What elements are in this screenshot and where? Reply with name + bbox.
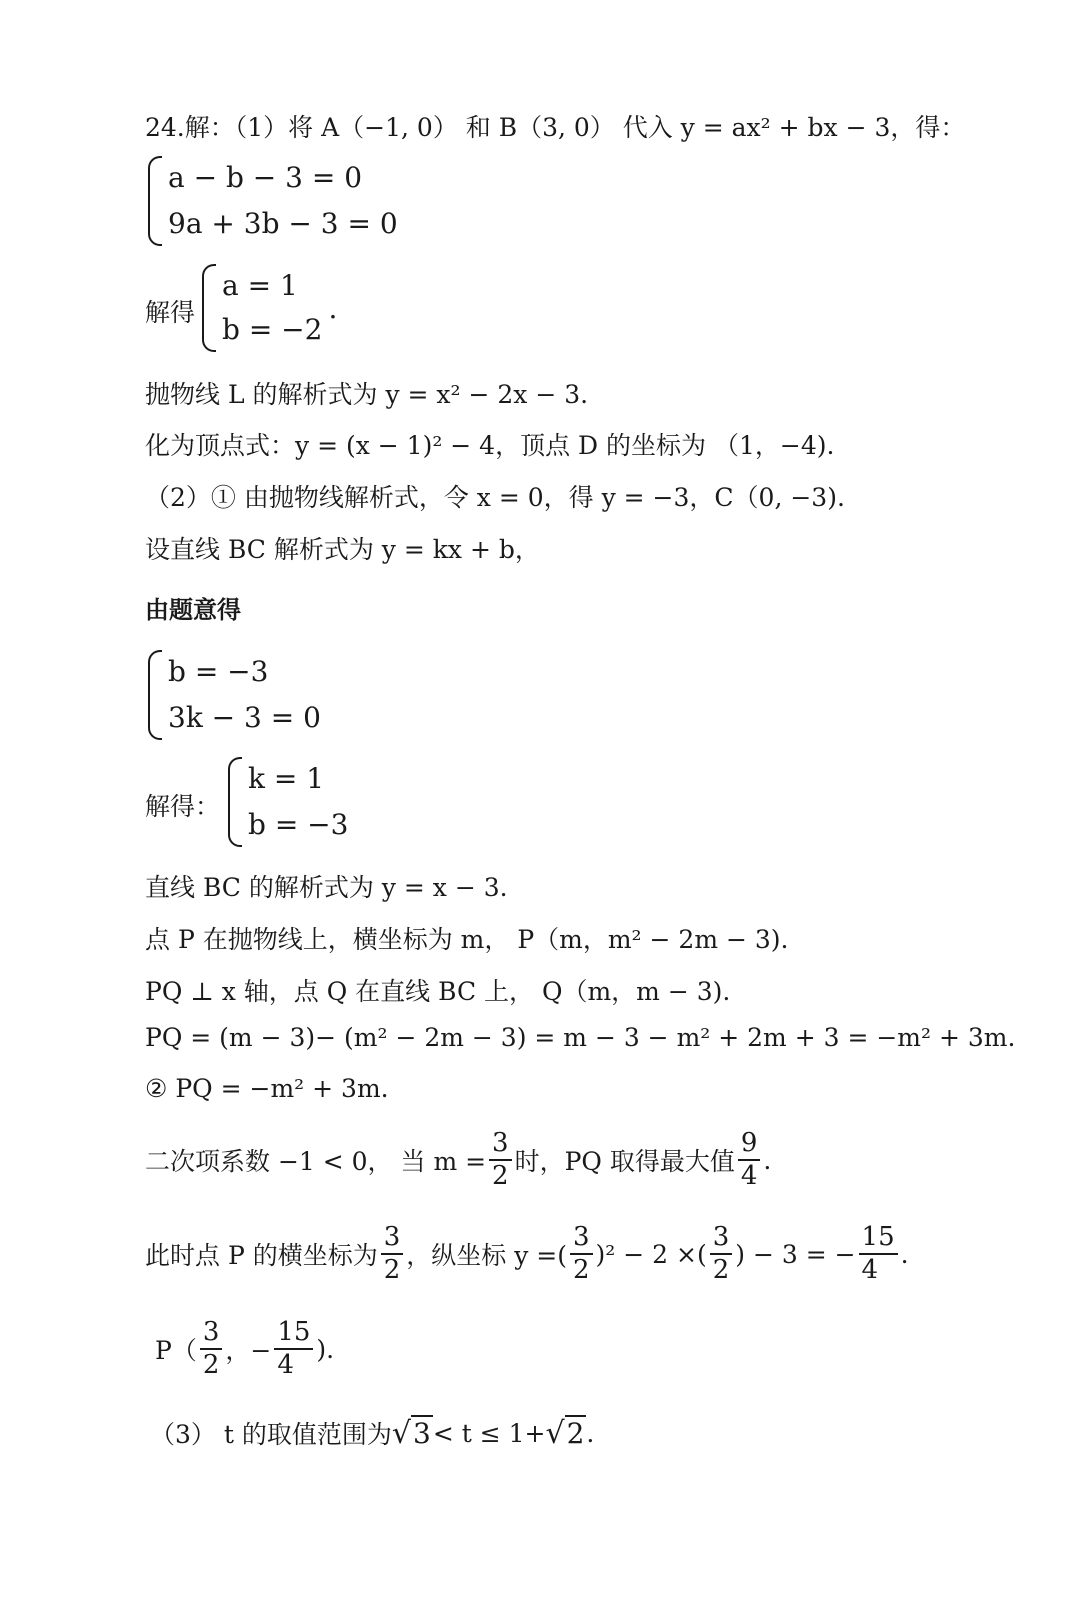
equation: 3k − 3 = 0 [168, 701, 321, 734]
equation: b = −2 [222, 313, 323, 346]
fraction-three-halves: $\frac{3}{2}$ [570, 1224, 593, 1284]
line-pq-expression: PQ = (m − 3)− (m² − 2m − 3) = m − 3 − m² + 2m + 3 = −m² + 3m. [145, 1023, 1016, 1052]
line-solution-2: 解得： [145, 792, 221, 821]
equation: 9a + 3b − 3 = 0 [168, 207, 398, 240]
period: . [328, 291, 338, 325]
equation-system-4 [228, 757, 348, 847]
equation-system-1 [148, 156, 398, 246]
equation-system-2 [202, 264, 337, 352]
sqrt-three: √3 [391, 1415, 431, 1451]
line-part3-range: （3） t 的取值范围为 √3 < t ≤ 1+ √2 . [150, 1415, 595, 1451]
fraction-fifteen-quarters: $\frac{15}{4}$ [274, 1319, 313, 1379]
equation: b = −3 [248, 808, 349, 841]
line-bc-result: 直线 BC 的解析式为 y = x − 3. [145, 873, 508, 902]
equation: a = 1 [222, 269, 298, 302]
line-pq-result: ② PQ = −m² + 3m. [145, 1074, 389, 1103]
equation: a − b − 3 = 0 [168, 161, 363, 194]
line-point-p: 点 P 在抛物线上，横坐标为 m， P（m，m² − 2m − 3). [145, 925, 789, 954]
fraction-three-halves: $\frac{3}{2}$ [489, 1130, 512, 1190]
line-part2-point-c: （2）① 由抛物线解析式，令 x = 0，得 y = −3，C（0, −3). [145, 483, 845, 512]
equation: b = −3 [168, 655, 269, 688]
sqrt-two: √2 [545, 1415, 585, 1451]
line-p-coordinate-calc: 此时点 P 的横坐标为 $\frac{3}{2}$ ，纵坐标 y =( $\frac{3}{2}$ )² − 2 ×( $\frac{3}{2}$ ) − 3 = − $\frac{15}{4}$ . [145, 1222, 909, 1285]
equation: k = 1 [248, 762, 325, 795]
brace [148, 650, 162, 740]
equation-system-3 [148, 650, 321, 740]
brace [228, 757, 242, 847]
line-parabola: 抛物线 L 的解析式为 y = x² − 2x − 3. [145, 380, 589, 409]
fraction-nine-quarters: $\frac{9}{4}$ [738, 1130, 761, 1190]
fraction-three-halves: $\frac{3}{2}$ [200, 1319, 223, 1379]
line-by-problem: 由题意得 [145, 596, 241, 624]
line-set-bc: 设直线 BC 解析式为 y = kx + b， [145, 535, 540, 564]
line-solution-1: 解得 [145, 298, 196, 327]
fraction-three-halves: $\frac{3}{2}$ [381, 1224, 404, 1284]
brace [148, 156, 162, 246]
line-p-point: P（ $\frac{3}{2}$ ，− $\frac{15}{4}$ ). [155, 1317, 335, 1380]
line-point-q: PQ ⊥ x 轴，点 Q 在直线 BC 上， Q（m，m − 3). [145, 977, 731, 1006]
line-vertex-form: 化为顶点式：y = (x − 1)² − 4，顶点 D 的坐标为 （1，−4). [145, 431, 835, 460]
fraction-three-halves: $\frac{3}{2}$ [710, 1224, 733, 1284]
fraction-fifteen-quarters: $\frac{15}{4}$ [859, 1224, 898, 1284]
brace [202, 264, 216, 352]
line-max-value: 二次项系数 −1 < 0， 当 m = $\frac{3}{2}$ 时，PQ 取得最大值 $\frac{9}{4}$ . [145, 1128, 772, 1191]
line-part1-intro: 24.解：（1）将 A（−1, 0） 和 B（3, 0） 代入 y = ax² + bx − 3，得： [145, 113, 966, 142]
